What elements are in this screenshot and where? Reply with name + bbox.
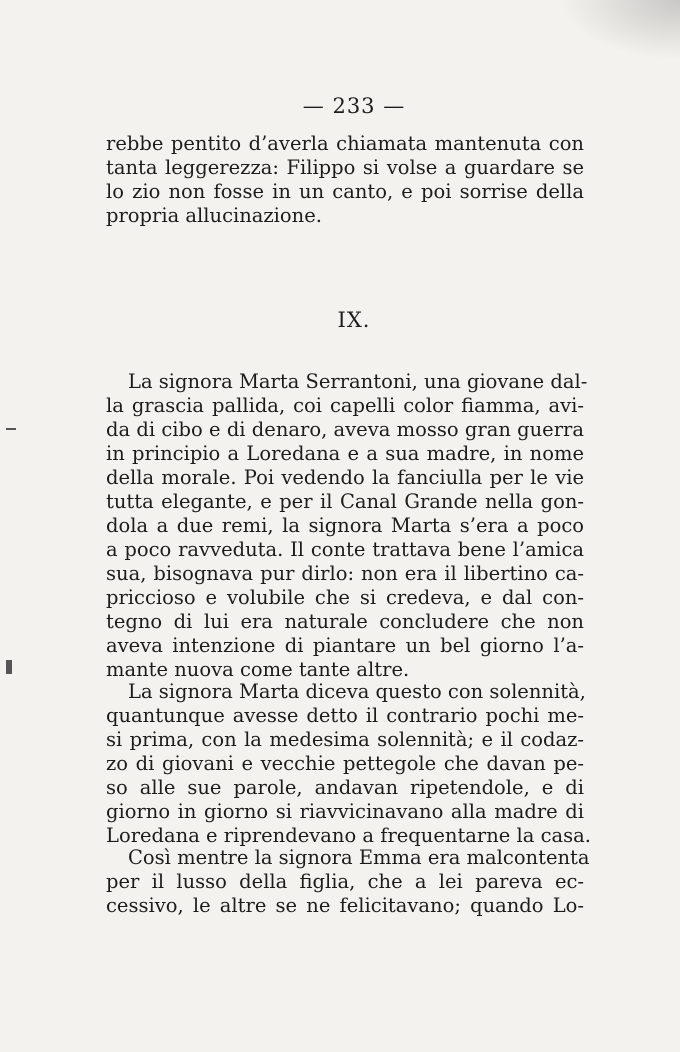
text-line: quantunque avesse detto il contrario pochi me- [106, 704, 584, 727]
page-number: — 233 — [302, 94, 406, 118]
paragraph [106, 846, 590, 918]
text-line: La signora Marta Serrantoni, una giovane dal- [128, 370, 588, 393]
text-line: si prima, con la medesima solennità; e il codaz- [106, 728, 584, 751]
text-line: giorno in giorno si riavvicinavano alla madre di [106, 800, 584, 823]
text-line: aveva intenzione di piantare un bel giorno l’a- [106, 634, 584, 657]
text-line: tegno di lui era naturale concludere che non [106, 610, 584, 633]
text-line: dola a due remi, la signora Marta s’era a poco [106, 514, 584, 537]
text-line: cessivo, le altre se ne felicitavano; quando Lo- [106, 894, 584, 917]
text-line: priccioso e volubile che si credeva, e dal con- [106, 586, 584, 609]
paragraph [106, 680, 591, 848]
margin-mark [6, 660, 12, 674]
continuation-paragraph [106, 132, 584, 228]
paragraph [106, 370, 588, 682]
text-line: per il lusso della figlia, che a lei pareva ec- [106, 870, 584, 893]
text-line: Così mentre la signora Emma era malcontenta [128, 846, 590, 869]
text-line: da di cibo e di denaro, aveva mosso gran guerra [106, 418, 584, 441]
text-line: mante nuova come tante altre. [106, 658, 410, 681]
text-line: sua, bisognava pur dirlo: non era il libertino ca- [106, 562, 584, 585]
text-line: rebbe pentito d’averla chiamata mantenuta con [106, 132, 584, 155]
text-line: so alle sue parole, andavan ripetendole, e di [106, 776, 584, 799]
margin-mark [6, 428, 16, 430]
text-line: tutta elegante, e per il Canal Grande nella gon- [106, 490, 584, 513]
text-line: a poco ravveduta. Il conte trattava bene l’amica [106, 538, 584, 561]
text-line: lo zio non fosse in un canto, e poi sorrise della [106, 180, 584, 203]
text-line: della morale. Poi vedendo la fanciulla per le vie [106, 466, 584, 489]
text-line: Loredana e riprendevano a frequentarne la casa. [106, 824, 591, 847]
scan-smudge [560, 0, 680, 60]
text-line: in principio a Loredana e a sua madre, in nome [106, 442, 584, 465]
chapter-heading: IX. [337, 308, 371, 332]
text-line: tanta leggerezza: Filippo si volse a guardare se [106, 156, 584, 179]
text-line: propria allucinazione. [106, 204, 322, 227]
text-line: la grascia pallida, coi capelli color fiamma, avi- [106, 394, 584, 417]
text-line: La signora Marta diceva questo con solennità, [128, 680, 586, 703]
text-line: zo di giovani e vecchie pettegole che davan pe- [106, 752, 584, 775]
